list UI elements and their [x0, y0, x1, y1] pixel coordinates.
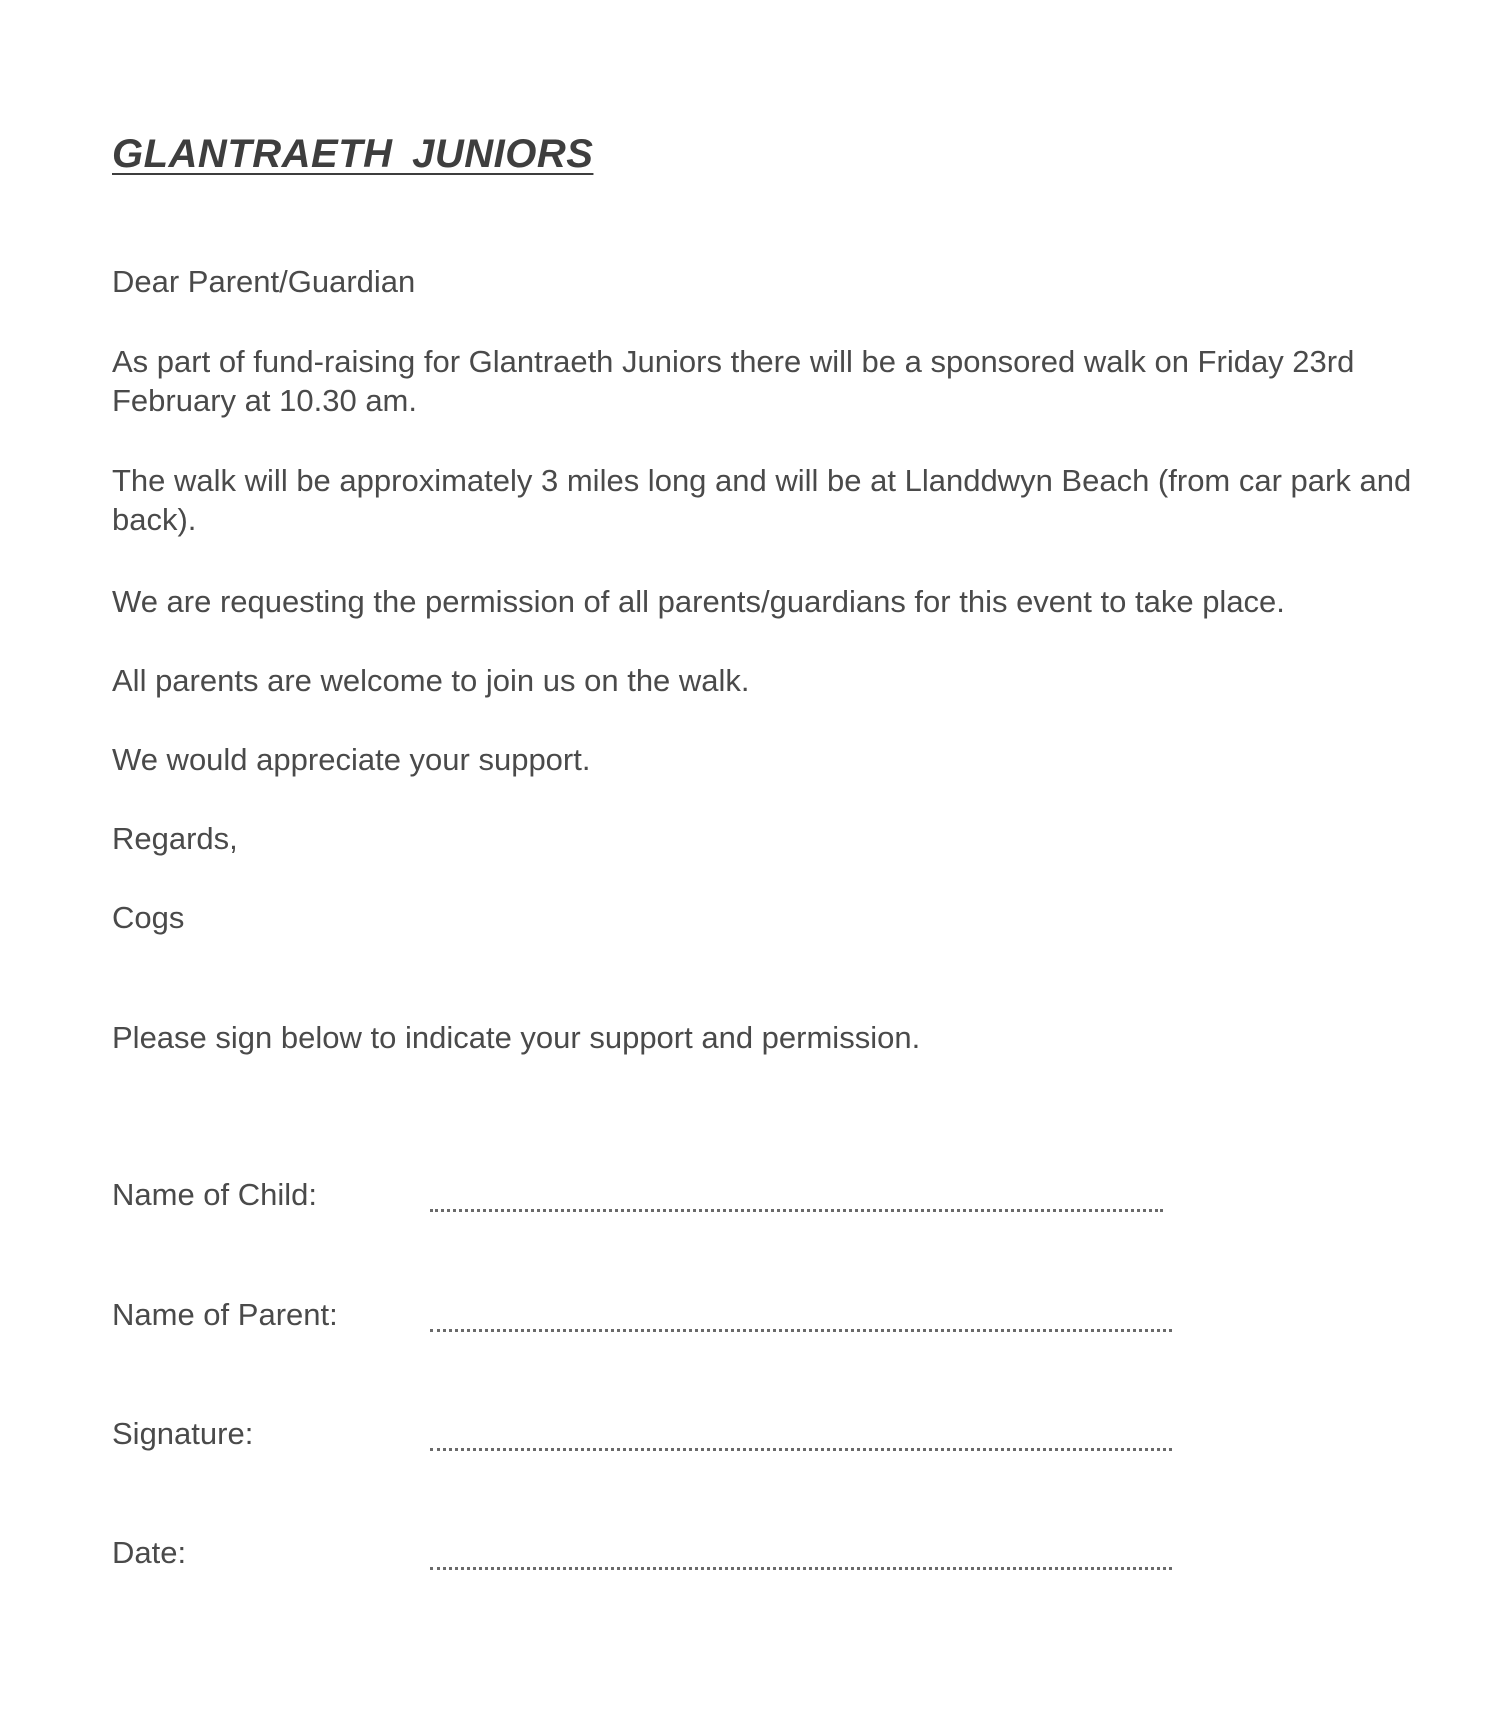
name-of-parent-field — [112, 1295, 1212, 1339]
greeting: Dear Parent/Guardian — [112, 264, 416, 299]
name-of-child-dotted-line[interactable] — [430, 1209, 1163, 1212]
sign-instruction: Please sign below to indicate your support and permission. — [112, 1020, 921, 1055]
name-of-child-field — [112, 1175, 1212, 1219]
paragraph-walk-details: The walk will be approximately 3 miles long and will be at Llanddwyn Beach (from car park and back). — [112, 463, 1412, 537]
name-of-child-label: Name of Child: — [112, 1177, 318, 1212]
signoff-name: Cogs — [112, 900, 185, 935]
letter-title: GLANTRAETH JUNIORS — [112, 132, 594, 176]
paragraph-support: We would appreciate your support. — [112, 742, 591, 777]
paragraph-permission-request: We are requesting the permission of all parents/guardians for this event to take place. — [112, 584, 1285, 619]
paragraph-parents-welcome: All parents are welcome to join us on the walk. — [112, 663, 750, 698]
signature-field — [112, 1414, 1212, 1458]
name-of-parent-dotted-line[interactable] — [430, 1329, 1172, 1332]
signature-label: Signature: — [112, 1416, 254, 1451]
signature-dotted-line[interactable] — [430, 1448, 1172, 1451]
date-label: Date: — [112, 1535, 187, 1570]
closing-regards: Regards, — [112, 821, 238, 856]
date-dotted-line[interactable] — [430, 1567, 1172, 1570]
date-field — [112, 1533, 1212, 1577]
paragraph-intro: As part of fund-raising for Glantraeth Juniors there will be a sponsored walk on Friday 23rd February at 10.30 am. — [112, 344, 1355, 418]
name-of-parent-label: Name of Parent: — [112, 1297, 338, 1332]
